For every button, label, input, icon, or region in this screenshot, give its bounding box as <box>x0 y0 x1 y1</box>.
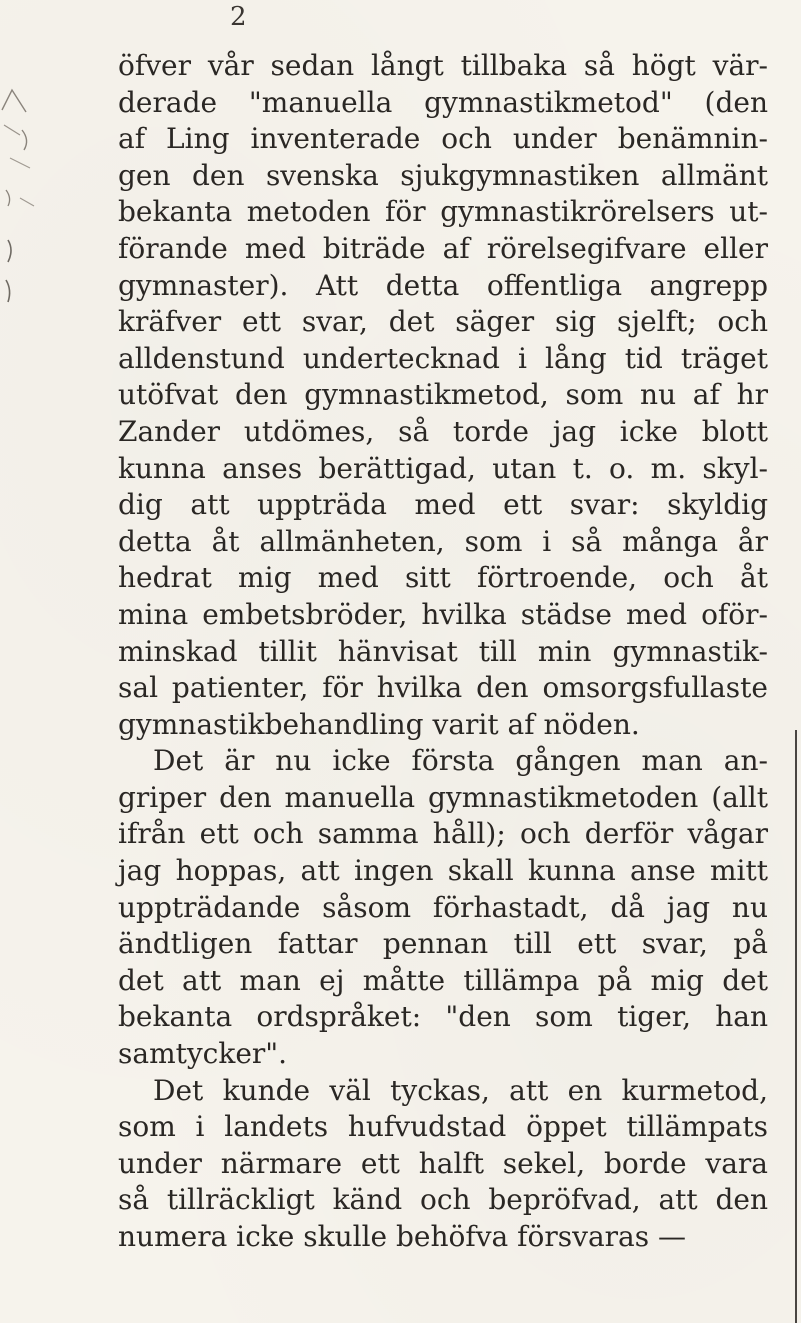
text-line: öfver vår sedan långt tillbaka så högt vär- <box>118 49 768 82</box>
text-line: gen den svenska sjukgymnastiken allmänt <box>118 158 768 192</box>
text-line: Det är nu icke första gången man an- <box>153 744 768 778</box>
text-line: derade "manuella gymnastikmetod" (den <box>118 85 768 119</box>
text-line: ändtligen fattar pennan till ett svar, på <box>118 927 768 961</box>
text-line: kunna anses berättigad, utan t. o. m. skyl- <box>118 451 768 485</box>
text-line: så tillräckligt känd och bepröfvad, att den <box>118 1183 768 1217</box>
text-line: utöfvat den gymnastikmetod, som nu af hr <box>118 378 768 412</box>
text-line: under närmare ett halft sekel, borde vara <box>118 1146 768 1180</box>
text-line: det att man ej måtte tillämpa på mig det <box>118 963 768 997</box>
text-line: sal patienter, för hvilka den omsorgsfullaste <box>118 671 768 705</box>
text-line: alldenstund undertecknad i lång tid träget <box>118 341 768 375</box>
text-line: af Ling inventerade och under benämnin- <box>118 122 768 156</box>
text-line: detta åt allmänheten, som i så många år <box>118 524 768 558</box>
text-line: griper den manuella gymnastikmetoden (allt <box>118 780 768 814</box>
text-line: hedrat mig med sitt förtroende, och åt <box>118 561 768 595</box>
text-line: minskad tillit hänvisat till min gymnastik- <box>118 634 768 668</box>
page-number: 2 <box>230 2 247 32</box>
text-line: mina embetsbröder, hvilka städse med oför- <box>118 597 768 631</box>
text-line: kräfver ett svar, det säger sig sjelft; och <box>118 305 768 339</box>
paragraph-1 <box>118 48 768 743</box>
text-line: ifrån ett och samma håll); och derför vågar <box>118 817 768 851</box>
text-line: gymnaster). Att detta offentliga angrepp <box>118 268 768 302</box>
text-line: Zander utdömes, så torde jag icke blott <box>118 414 768 448</box>
margin-bleed-marks <box>0 80 40 320</box>
page-edge-shadow <box>795 730 797 1323</box>
text-line: bekanta metoden för gymnastikrörelsers ut- <box>118 195 768 229</box>
text-line: samtycker". <box>118 1037 288 1071</box>
text-line: bekanta ordspråket: "den som tiger, han <box>118 1000 768 1034</box>
text-line: jag hoppas, att ingen skall kunna anse mitt <box>118 854 768 888</box>
paragraph-3 <box>118 1073 768 1256</box>
body-text <box>118 48 768 1256</box>
text-line: som i landets hufvudstad öppet tillämpats <box>118 1110 768 1144</box>
text-line: Det kunde väl tyckas, att en kurmetod, <box>153 1073 768 1107</box>
text-line: förande med biträde af rörelsegifvare eller <box>118 231 768 265</box>
text-line: gymnastikbehandling varit af nöden. <box>118 707 640 741</box>
paragraph-2 <box>118 743 768 1072</box>
text-line: uppträdande såsom förhastadt, då jag nu <box>118 890 768 924</box>
text-line: numera icke skulle behöfva försvaras — <box>118 1220 686 1253</box>
text-line: dig att uppträda med ett svar: skyldig <box>118 488 768 522</box>
